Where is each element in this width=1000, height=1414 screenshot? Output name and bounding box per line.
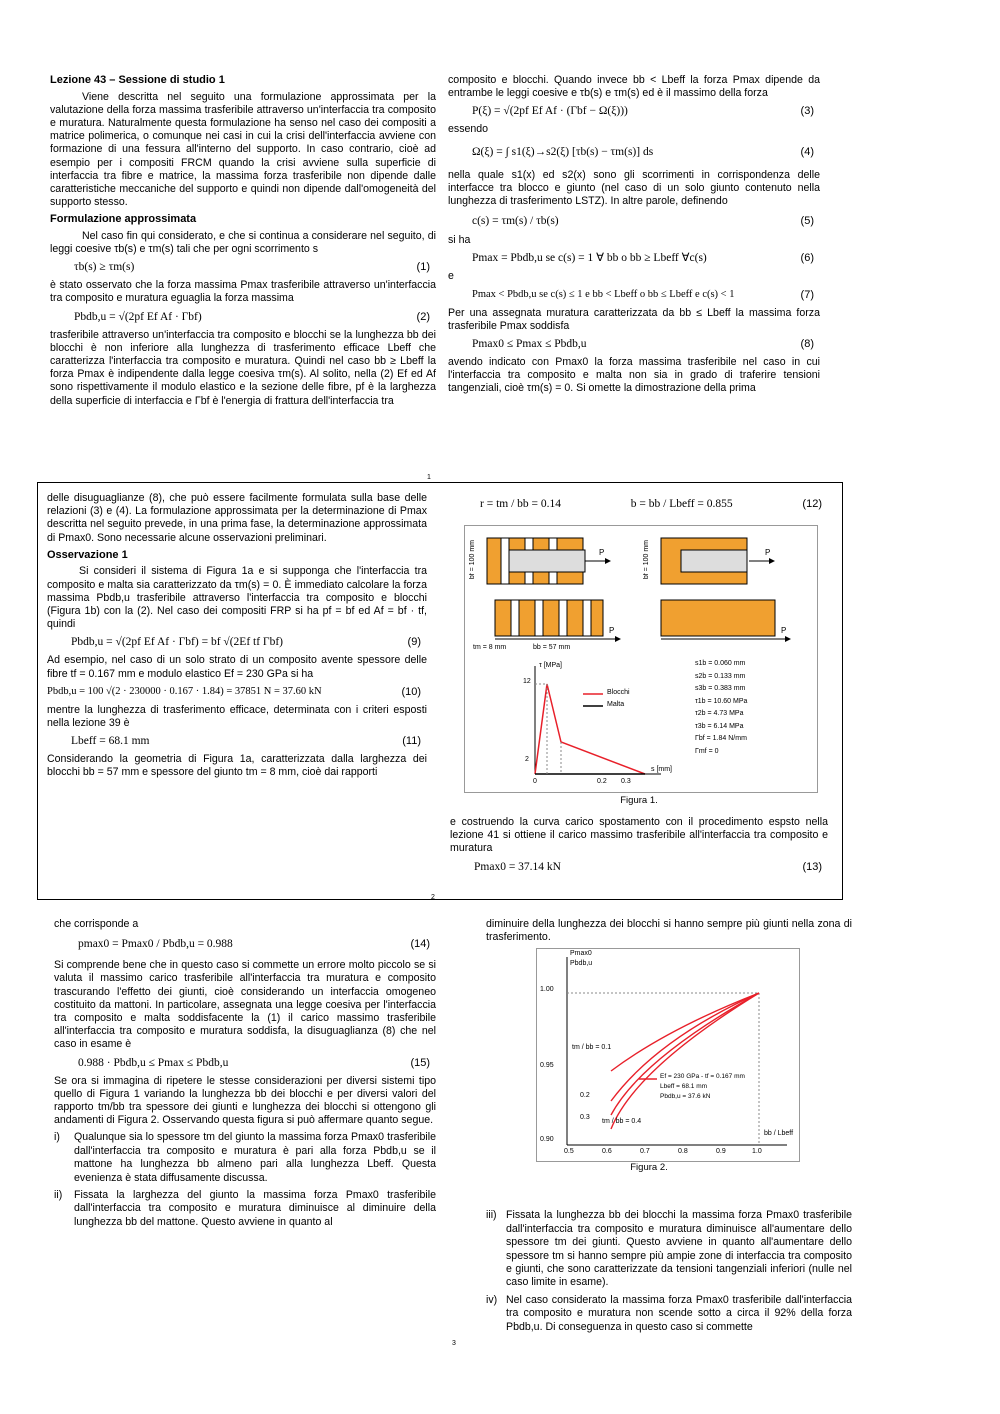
paragraph: Si comprende bene che in questo caso si commette un errore molto piccolo se si valuta il massimo carico trasferibile all'interfaccia tra muratura e composito trascurando l'effetto dei giunti, cioè considerando un interfaccia omogeneo costituito da mattoni. In particolare, assegnata una legge coesiva per l'interfaccia tra composito e malta soddisfacente la (1) il carico massimo trasferibile all'interfaccia tra composito e muratura soddisfa, la disuguaglianza (8) che nel caso in esame è: [54, 959, 436, 1051]
y-axis-label-den: Pbdb,u: [570, 960, 593, 968]
equation-6: Pmax = Pbdb,u se c(s) = 1 ∀ bb o bb ≥ Lbeff ∀c(s) (6): [472, 252, 814, 265]
equation-11: Lbeff = 68.1 mm (11): [71, 735, 421, 748]
equation-13: Pmax0 = 37.14 kN (13): [474, 860, 822, 873]
figure-2-caption: Figura 2.: [630, 1162, 668, 1174]
page-3: [54, 918, 854, 1348]
list-item: i) Qualunque sia lo spessore tm del giunto la massima forza Pmax0 trasferibile dall'interfaccia tra composito e muratura è pari alla forza Pbdb,u se il mattone ha lunghezza bb almeno pari alla lunghezza Lbeff. Questa evenienza è stata diffusamente discussa.: [54, 1131, 436, 1184]
x-tick: 1.0: [752, 1148, 762, 1156]
lesson-title: Lezione 43 – Sessione di studio 1: [50, 74, 225, 86]
paragraph: Ad esempio, nel caso di un solo strato di un composito avente spessore delle fibre tf = 0.167 mm e modulo elastico Ef = 230 GPa si ha: [47, 654, 427, 680]
x-tick: 0.3: [621, 778, 631, 785]
section-heading: Osservazione 1: [47, 548, 128, 561]
equation-1: τb(s) ≥ τm(s) (1): [74, 261, 430, 274]
x-tick: 0.7: [640, 1148, 650, 1156]
y-tick: 0.90: [540, 1136, 554, 1144]
curve-04: [611, 993, 759, 1129]
paragraph: e: [448, 270, 454, 283]
paragraph: mentre la lunghezza di trasferimento efficace, determinata con i criteri esposti nella lezione 39 è: [47, 703, 427, 729]
page-2: [37, 482, 843, 900]
x-tick: 0: [533, 778, 537, 785]
page-1-right-column: [448, 74, 820, 400]
y-axis-label-num: Pmax0: [570, 950, 592, 958]
figure-1-drawing: [465, 526, 817, 792]
cohesive-law-plot: [535, 666, 661, 774]
page-3-left-column: [54, 918, 436, 1233]
chart-legend: Ef = 230 GPa - tf = 0.167 mm Lbeff = 68.1 mm Pbdb,u = 37.6 kN: [660, 1073, 745, 1101]
page-number: 2: [431, 894, 435, 901]
paragraph: è stato osservato che la forza massima Pmax trasferibile attraverso un'interfaccia tra composito e muratura eguaglia la forza massima: [50, 279, 436, 305]
equation-10: Pbdb,u = 100 √(2 · 230000 · 0.167 · 1.84) = 37851 N = 37.60 kN (10): [47, 685, 421, 698]
y-axis-label: τ [MPa]: [539, 662, 562, 669]
curve-label: tm / bb = 0.4: [602, 1118, 642, 1126]
equation-9: Pbdb,u = √(2pf Ef Af · Γbf) = bf √(2Ef tf Γbf) (9): [71, 636, 421, 649]
list-item: ii) Fissata la larghezza del giunto la massima forza Pmax0 trasferibile dall'interfaccia tra composito e muratura diminuisce al diminuire della lunghezza bb del mattone. Questo avviene in quanto al: [54, 1189, 436, 1228]
page-number: 1: [427, 474, 431, 481]
section-heading: Formulazione approssimata: [50, 213, 197, 226]
figure-2-chart: [536, 948, 800, 1162]
equation-14: pmax0 = Pmax0 / Pbdb,u = 0.988 (14): [78, 938, 430, 951]
observation-list: [54, 1131, 436, 1229]
width-label: bf = 100 mm: [469, 540, 476, 580]
masonry-specimen-a: [487, 538, 611, 584]
y-tick: 0.95: [540, 1062, 554, 1070]
block-length-label: bb = 57 mm: [533, 644, 571, 651]
width-label: bf = 100 mm: [643, 540, 650, 580]
page-2-left-column: [47, 492, 427, 784]
figure-1: [464, 525, 818, 793]
observation-list: [486, 1209, 852, 1334]
paragraph: diminuire della lunghezza dei blocchi si hanno sempre più giunti nella zona di trasferimento.: [486, 918, 852, 944]
y-tick: 1.00: [540, 986, 554, 994]
page-2-right-column: [450, 495, 828, 879]
x-tick: 0.9: [716, 1148, 726, 1156]
y-tick: 12: [523, 678, 531, 685]
paragraph: Nel caso fin qui considerato, e che si continua a considerare nel seguito, di leggi coesive τb(s) e τm(s) tali che per ogni scorrimento s: [50, 229, 436, 256]
figure-1-caption: Figura 1.: [620, 795, 658, 806]
masonry-strip-b: [661, 600, 791, 642]
curve-01: [611, 993, 759, 1071]
figure-2: [536, 948, 798, 1160]
intro-paragraph: Viene descritta nel seguito una formulazione approssimata per la valutazione della forza massima trasferibile attraverso un'interfaccia tra composito e muratura. Naturalmente questa formulazione ha senso nel caso dei compositi a matrice polimerica, o comunque nei casi in cui la crisi dell'interfaccia avviene con formazione di una fessura all'interno del supporto. In caso contrario, cioè ad esempio per i compositi FRCM quando la crisi avviene sulla superficie di interfaccia tra fibre e matrice, la massima forza trasferibile non dipende dalle caratteristiche meccaniche del supporto e quindi non dipende dall'omogeneità del supporto stesso.: [50, 90, 436, 209]
masonry-strip-a: [495, 600, 621, 642]
list-item: iv) Nel caso considerato la massima forza Pmax0 trasferibile dall'interfaccia tra composito e muratura non scende sotto a circa il 92% della forza Pbdb,u. Di conseguenza in questo caso si commette: [486, 1293, 852, 1333]
legend-blocchi: Blocchi: [607, 689, 630, 696]
paragraph: che corrisponde a: [54, 918, 139, 930]
equation-3: P(ξ) = √(2pf Ef Af · (Γbf − Ω(ξ))) (3): [472, 105, 814, 118]
x-axis-label: s [mm]: [651, 766, 672, 773]
page-1-left-column: [50, 74, 436, 412]
curve-label: 0.2: [580, 1092, 590, 1100]
equation-7: Pmax < Pbdb,u se c(s) ≤ 1 e bb < Lbeff o bb ≤ Lbeff e c(s) < 1 (7): [472, 288, 814, 301]
x-tick: 0.2: [597, 778, 607, 785]
force-label: P: [609, 626, 615, 635]
list-item: iii) Fissata la lunghezza bb dei blocchi la massima forza Pmax0 trasferibile dall'interfaccia tra composito e muratura diminuisce all'aumentare dello spessore tm dei giunti. Questo avviene in quanto all'aumentare dello spessore tm si hanno sempre più ampie zone di interfaccia tra composito e giunti, che sono caratterizzate da tensioni tangenziali inferiori (nulle nel caso limite in esame).: [486, 1209, 852, 1289]
blocchi-curve: [535, 684, 645, 774]
x-tick: 0.5: [564, 1148, 574, 1156]
force-label: P: [599, 548, 605, 557]
page-3-right-column: [486, 918, 852, 1338]
x-tick: 0.6: [602, 1148, 612, 1156]
paragraph: trasferibile attraverso un'interfaccia tra composito e blocchi se la lunghezza bb dei blocchi è non inferiore alla lunghezza di trasferimento efficace Lbeff che caratterizza l'interfaccia tra composito e muratura. Quindi nel caso bb ≥ Lbeff la forza Pmax è indipendente dalla legge coesiva τm(s). Al solito, nella (2) Ef ed Af sono rispettivamente il modulo elastico e la sezione delle fibre, pf è la larghezza della superficie di interfaccia e Γbf è l'energia di frattura dell'interfaccia tra: [50, 328, 436, 407]
y-tick: 2: [525, 756, 529, 763]
paragraph: Si consideri il sistema di Figura 1a e si supponga che l'interfaccia tra composito e malta sia caratterizzato da τm(s) = 0. È immediato calcolare la forza massima Pbdb,u trasferibile attraverso l'interfaccia tra composito e blocchi (Figura 1b) con la (2). Nel caso dei compositi FRP si ha pf = bf ed Af = bf · tf, quindi: [47, 565, 427, 631]
page-1: [50, 74, 820, 484]
force-label: P: [765, 548, 771, 557]
equation-12: r = tm / bb = 0.14 b = bb / Lbeff = 0.855 (12): [480, 498, 822, 510]
masonry-specimen-b: [661, 538, 775, 584]
paragraph: Considerando la geometria di Figura 1a, caratterizzata dalla larghezza dei blocchi bb = 57 mm e spessore del giunto tm = 8 mm, cioè dai rapporti: [47, 753, 427, 779]
equation-8: Pmax0 ≤ Pmax ≤ Pbdb,u (8): [472, 338, 814, 351]
x-axis-label: bb / Lbeff: [764, 1130, 794, 1138]
joint-thickness-label: tm = 8 mm: [473, 644, 507, 651]
equation-15: 0.988 · Pbdb,u ≤ Pmax ≤ Pbdb,u (15): [78, 1056, 430, 1069]
paragraph: Per una assegnata muratura caratterizzata da bb ≤ Lbeff la massima forza trasferibile Pmax soddisfa: [448, 306, 820, 332]
legend-malta: Malta: [607, 701, 625, 708]
paragraph: Se ora si immagina di ripetere le stesse considerazioni per diversi sistemi tipo quello di Figura 1 variando la lunghezza bb dei blocchi e per diversi valori del rapporto tm/bb tra spessore dei giunti e lunghezza dei blocchi si ottengono gli andamenti di Figura 2. Osservando questa figura si può affermare quanto segue.: [54, 1074, 436, 1127]
force-label: P: [781, 626, 787, 635]
paragraph: essendo: [448, 123, 489, 136]
paragraph: delle disuguaglianze (8), che può essere facilmente formulata sulla base delle relazioni (3) e (4). La formulazione approssimata per la determinazione di Pmax descritta nel seguito prevede, in una prima fase, la determinazione approssimata di Pmax0. Sono necessarie alcune osservazioni preliminari.: [47, 492, 427, 544]
curve-label: tm / bb = 0.1: [572, 1044, 612, 1052]
curve-label: 0.3: [580, 1114, 590, 1122]
equation-2: Pbdb,u = √(2pf Ef Af · Γbf) (2): [74, 310, 430, 323]
paragraph: e costruendo la curva carico spostamento con il procedimento espsto nella lezione 41 si ottiene il carico massimo trasferibile all'interfaccia tra composito e muratura: [450, 816, 828, 855]
paragraph: si ha: [448, 234, 471, 247]
equation-4: Ω(ξ) = ∫ s1(ξ)→s2(ξ) [τb(s) − τm(s)] ds (4): [472, 145, 814, 158]
paragraph: composito e blocchi. Quando invece bb < Lbeff la forza Pmax dipende da entrambe le leggi coesive e τb(s) e τm(s) ed è il massimo della forza: [448, 74, 820, 100]
paragraph: avendo indicato con Pmax0 la forza massima trasferibile nel caso in cui l'interfaccia tra composito e malta non sia in grado di traferire tensioni tangenziali, cioè τm(s) = 0. Si omette la dimostrazione della prima: [448, 356, 820, 395]
parameter-list: s1b = 0.060 mm s2b = 0.133 mm s3b = 0.383 mm τ1b = 10.60 MPa τ2b = 4.73 MPa τ3b = 6.14 MPa Γbf = 1.84 N/mm Γmf = 0: [695, 660, 748, 755]
page-number: 3: [452, 1340, 456, 1347]
equation-5: c(s) = τm(s) / τb(s) (5): [472, 215, 814, 228]
x-tick: 0.8: [678, 1148, 688, 1156]
paragraph: nella quale s1(x) ed s2(x) sono gli scorrimenti in corrispondenza delle interfacce tra blocco e giunto (nel caso di un solo giunto contenuto nella lunghezza di trasferimento LSTZ). In altre parole, definendo: [448, 168, 820, 208]
